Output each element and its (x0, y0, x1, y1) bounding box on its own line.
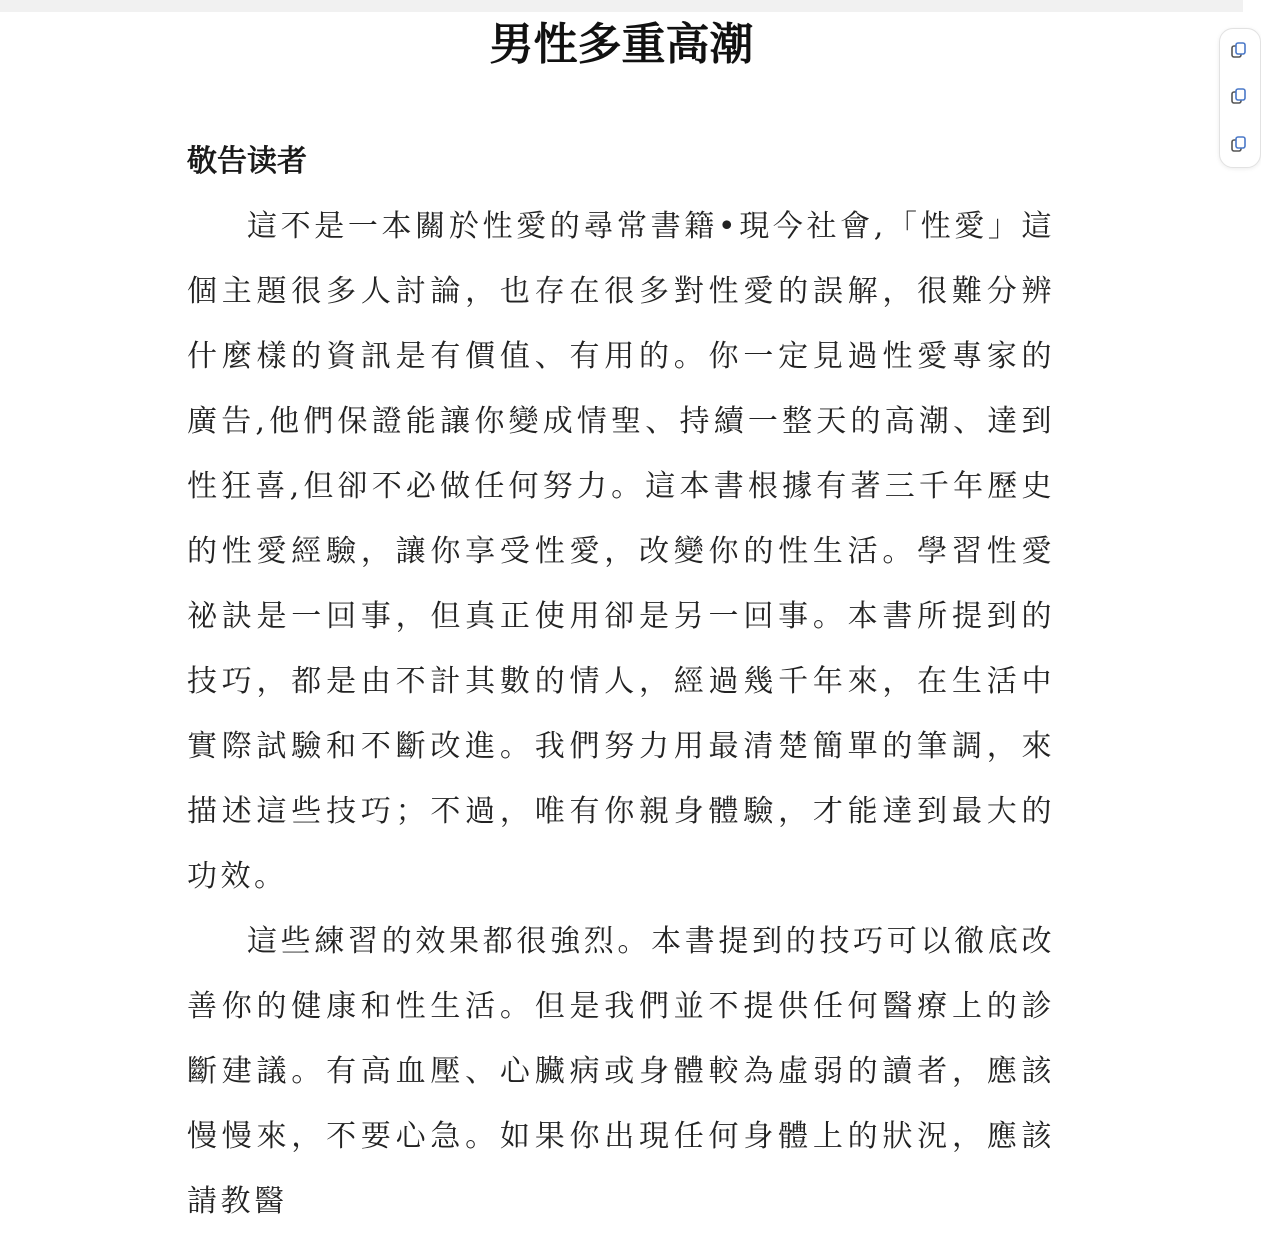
copy-icon[interactable] (1230, 87, 1248, 105)
paragraph: 這不是一本關於性愛的尋常書籍•現今社會,「性愛」這個主題很多人討論，也存在很多對性愛的誤解，很難分辨什麼樣的資訊是有價值、有用的。你一定見過性愛專家的廣告,他們保證能讓你變成情聖、持續一整天的高潮、達到性狂喜,但卻不必做任何努力。這本書根據有著三千年歷史的性愛經驗，讓你享受性愛，改變你的性生活。學習性愛祕訣是一回事，但真正使用卻是另一回事。本書所提到的技巧，都是由不計其數的情人，經過幾千年來，在生活中實際試驗和不斷改進。我們努力用最清楚簡單的筆調，來描述這些技巧；不過，唯有你親身體驗，才能達到最大的功效。 (187, 209, 1055, 894)
copy-icon[interactable] (1230, 41, 1248, 59)
side-toolbar (1219, 28, 1261, 168)
paragraph: 這些練習的效果都很強烈。本書提到的技巧可以徹底改善你的健康和性生活。但是我們並不提供任何醫療上的診斷建議。有高血壓、心臟病或身體較為虛弱的讀者，應該慢慢來，不要心急。如果你出現任何身體上的狀況，應該請教醫 (187, 924, 1055, 1219)
section-heading: 敬告读者 (187, 144, 307, 179)
copy-icon[interactable] (1230, 135, 1248, 153)
top-toolbar-strip (0, 0, 1243, 12)
document-body (187, 194, 1055, 1234)
document-title: 男性多重高潮 (489, 19, 754, 70)
